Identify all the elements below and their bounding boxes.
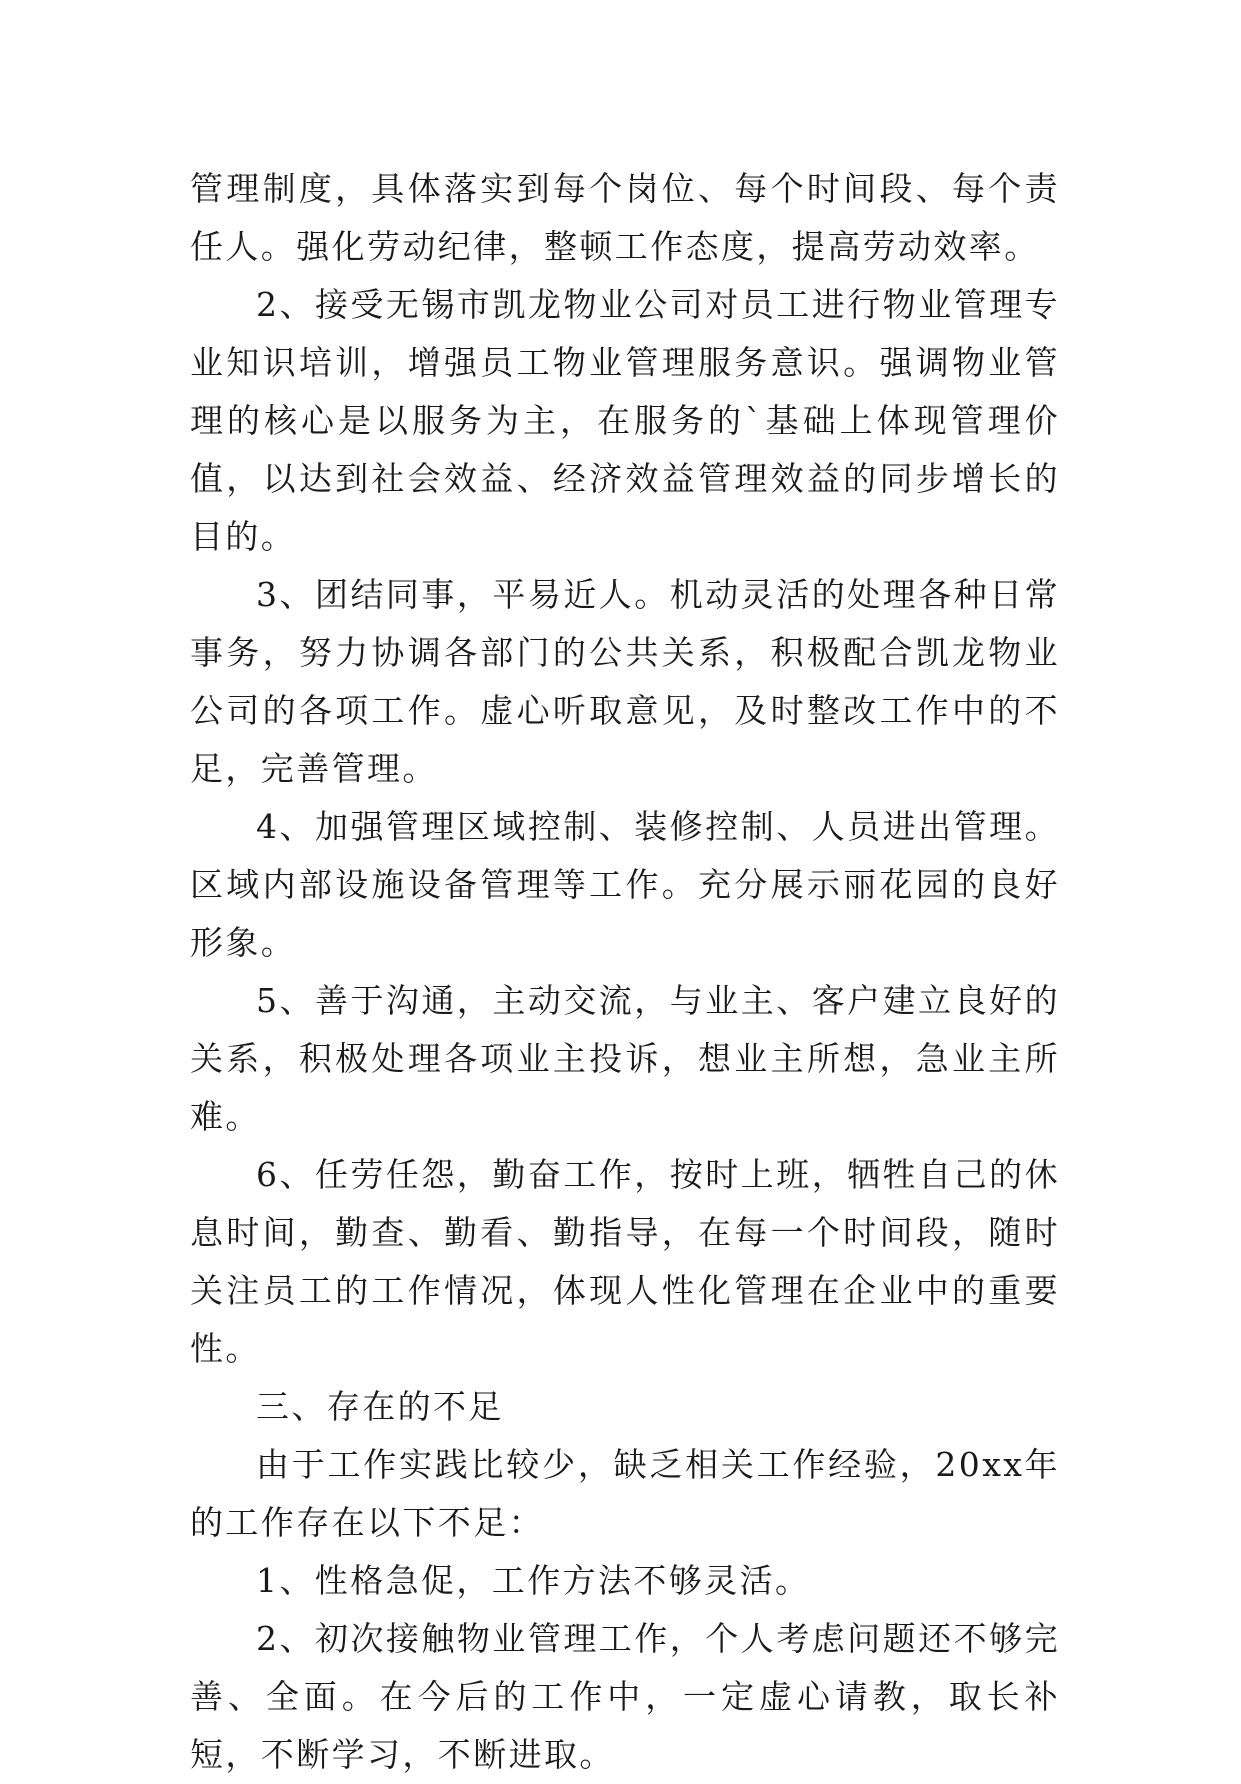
document-body	[190, 160, 1060, 1784]
paragraph-5: 5、善于沟通，主动交流，与业主、客户建立良好的关系，积极处理各项业主投诉，想业主所想，急业主所难。	[190, 981, 1060, 1136]
paragraph-6: 6、任劳任怨，勤奋工作，按时上班，牺牲自己的休息时间，勤查、勤看、勤指导，在每一个时间段，随时关注员工的工作情况，体现人性化管理在企业中的重要性。	[190, 1155, 1060, 1368]
paragraph-8: 1、性格急促，工作方法不够灵活。	[256, 1561, 811, 1600]
paragraph-1: 管理制度，具体落实到每个岗位、每个时间段、每个责任人。强化劳动纪律，整顿工作态度，提高劳动效率。	[190, 169, 1060, 266]
paragraph-3: 3、团结同事，平易近人。机动灵活的处理各种日常事务，努力协调各部门的公共关系，积极配合凯龙物业公司的各项工作。虚心听取意见，及时整改工作中的不足，完善管理。	[190, 575, 1060, 788]
paragraph-7: 由于工作实践比较少，缺乏相关工作经验，20xx年的工作存在以下不足：	[190, 1445, 1060, 1542]
paragraph-9: 2、初次接触物业管理工作，个人考虑问题还不够完善、全面。在今后的工作中，一定虚心请教，取长补短，不断学习，不断进取。	[190, 1619, 1060, 1774]
section-heading: 三、存在的不足	[256, 1387, 504, 1426]
paragraph-4: 4、加强管理区域控制、装修控制、人员进出管理。区域内部设施设备管理等工作。充分展示丽花园的良好形象。	[190, 807, 1060, 962]
paragraph-2: 2、接受无锡市凯龙物业公司对员工进行物业管理专业知识培训，增强员工物业管理服务意识。强调物业管理的核心是以服务为主，在服务的`基础上体现管理价值，以达到社会效益、经济效益管理效益的同步增长的目的。	[190, 285, 1060, 556]
